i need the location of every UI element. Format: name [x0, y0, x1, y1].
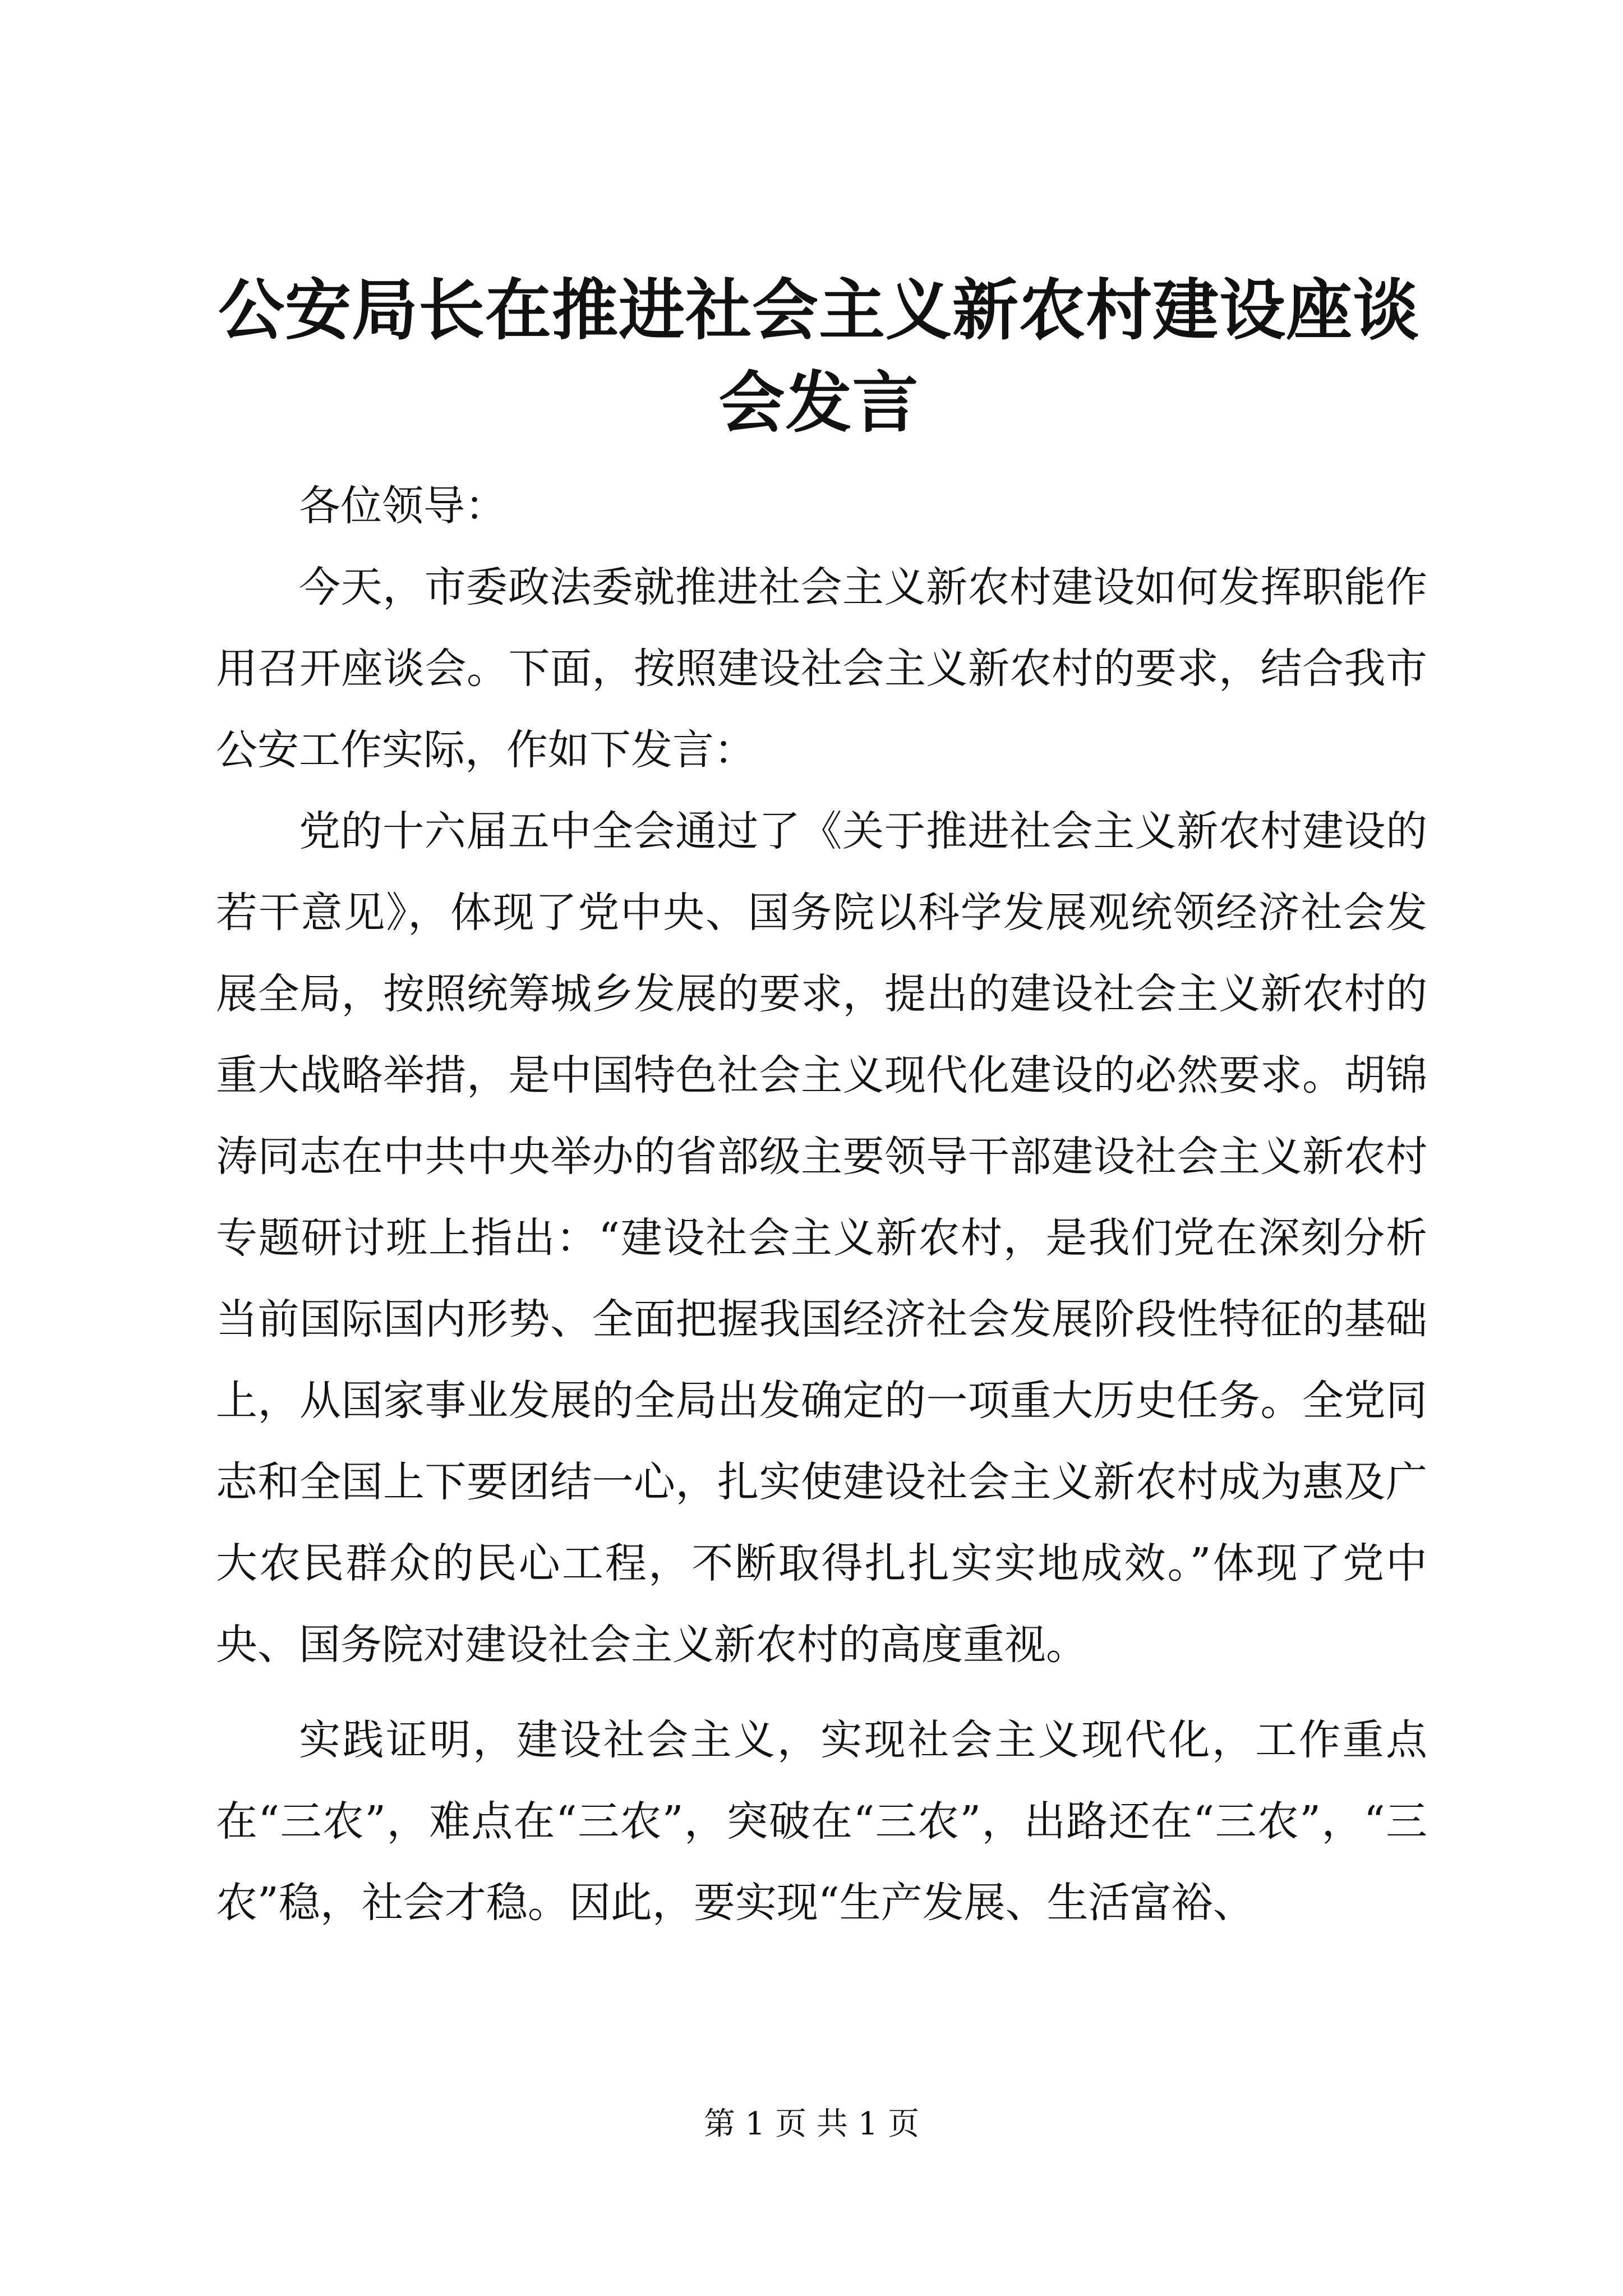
policy-paragraph: 党的十六届五中全会通过了《关于推进社会主义新农村建设的若干意见》，体现了党中央、国务院以科学发展观统领经济社会发展全局，按照统筹城乡发展的要求，提出的建设社会主义新农村的重大战略举措，是中国特色社会主义现代化建设的必然要求。胡锦涛同志在中共中央举办的省部级主要领导干部建设社会主义新农村专题研讨班上指出：“建设社会主义新农村，是我们党在深刻分析当前国际国内形势、全面把握我国经济社会发展阶段性特征的基础上，从国家事业发展的全局出发确定的一项重大历史任务。全党同志和全国上下要团结一心，扎实使建设社会主义新农村成为惠及广大农民群众的民心工程，不断取得扎扎实实地成效。”体现了党中央、国务院对建设社会主义新农村的高度重视。 — [216, 807, 1427, 1669]
practice-paragraph: 实践证明，建设社会主义，实现社会主义现代化，工作重点在“三农”，难点在“三农”，突破在“三农”，出路还在“三农”，“三农”稳，社会才稳。因此，要实现“生产发展、生活富裕、 — [216, 1716, 1427, 1927]
opening-paragraph: 今天，市委政法委就推进社会主义新农村建设如何发挥职能作用召开座谈会。下面，按照建设社会主义新农村的要求，结合我市公安工作实际，作如下发言： — [216, 563, 1427, 774]
salutation-paragraph: 各位领导： — [299, 482, 506, 530]
document-body — [216, 466, 1427, 1944]
document-title: 公安局长在推进社会主义新农村建设座谈会发言 — [218, 271, 1419, 441]
page-footer: 第 1 页 共 1 页 — [703, 2106, 920, 2142]
